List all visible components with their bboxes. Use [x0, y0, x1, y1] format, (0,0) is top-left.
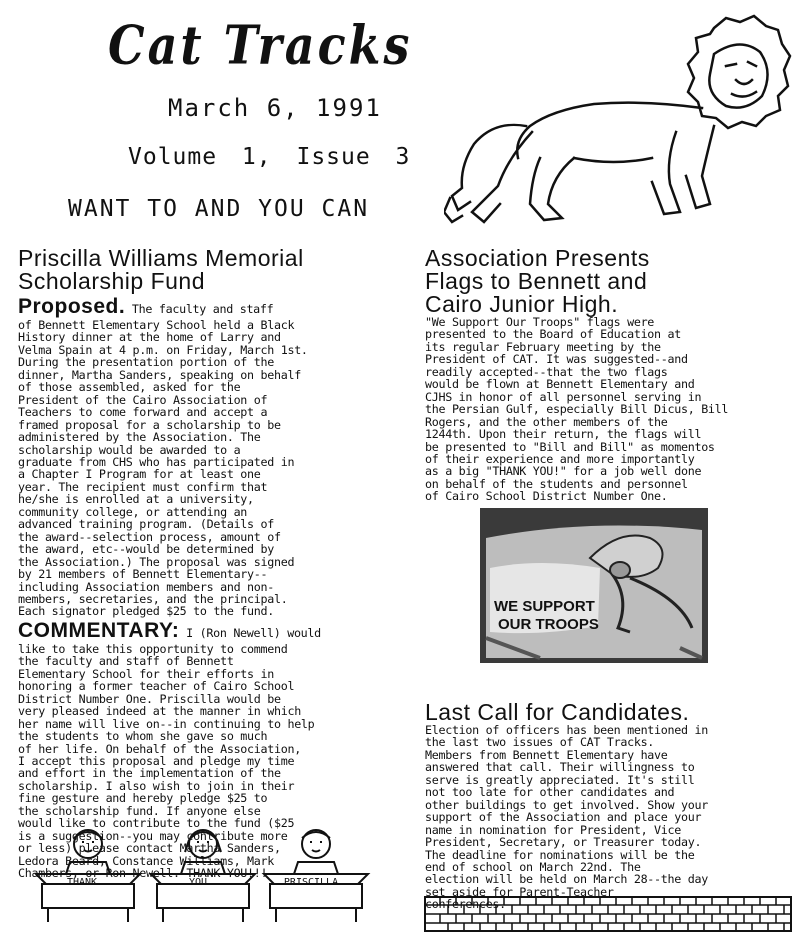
scholarship-lead: Proposed.: [18, 295, 126, 318]
brick-wall-border: [424, 896, 792, 932]
candidates-headline: Last Call for Candidates.: [425, 699, 690, 725]
left-column: [18, 247, 398, 879]
flags-headline-2: Flags to Bennett and: [425, 268, 648, 294]
desk-label-you: YOU: [188, 877, 208, 888]
scholarship-body: of Bennett Elementary School held a Black History dinner at the home of Larry and Velma Spain at 4 p.m. on Friday, March 1st. During the presentation portion of the dinner, Martha Sanders, speaking on behalf of those assembled, asked for the President of the Cairo Association of Teachers to come forward and accept a framed proposal for a scholarship to be administered by the Association. The scholarship would be awarded to a graduate from CHS who has participated in a Chapter I Program for at least one year. The recipient must confirm that he/she is enrolled at a university, community college, or attending an advanced training program. (Details of the award--selection process, amount of the award, etc--would be determined by the Association.) The proposal was signed by 21 members of Bennett Elementary-- including Association members and non- members, secretaries, and the principal. Each signator pledged $25 to the fund.: [18, 318, 308, 619]
troops-banner-photo: [480, 508, 708, 663]
scholarship-text-lead: The faculty and staff: [125, 302, 274, 316]
flags-headline-1: Association Presents: [425, 245, 650, 271]
kids-at-desks-illustration: [18, 826, 378, 926]
flags-body: "We Support Our Troops" flags were presented to the Board of Education at its regular February meeting by the President of CAT. It was suggested--and readily accepted--that the two flags would be flown at Bennett Elementary and CJHS in honor of all personnel serving in the Persian Gulf, especially Bill Dicus, Bill Rogers, and the other members of the 1244th. Upon their return, the flags will be presented to "Bill and Bill" as momentos of their experience and more importantly as a big "THANK YOU!" for a job well done on behalf of the students and personnel of Cairo School District Number One.: [425, 315, 729, 504]
desk-label-priscilla: PRISCILLA: [283, 877, 339, 888]
banner-text-2: OUR TROOPS: [498, 616, 599, 633]
scholarship-headline-2: Scholarship Fund: [18, 268, 205, 294]
desk-label-thank: THANK: [66, 877, 98, 888]
right-column: [425, 247, 795, 503]
lion-illustration: [444, 8, 794, 233]
commentary-text-lead: I (Ron Newell) would: [179, 625, 321, 640]
newsletter-title: Cat Tracks: [108, 14, 413, 77]
volume-issue: Volume 1, Issue 3: [128, 144, 411, 170]
banner-text-1: WE SUPPORT: [494, 598, 595, 615]
commentary-body: like to take this opportunity to commend the faculty and staff of Bennett Elementary School for their efforts in honoring a former teacher of Cairo School District Number One. Priscilla would be very pleased indeed at the manner in which her name will live on--in continuing to help the students to whom she gave so much of her life. On behalf of the Association, I accept this proposal and pledge my time and effort in the implementation of the scholarship. I also wish to join in their fine gesture and hereby pledge $25 to the scholarship fund. If anyone else would like to contribute to the fund ($25 is a suggestion--you may contribute more or less) please contact Martha Sanders, Ledora Beard, Constance Williams, Mark Chambers, or Ron Newell. THANK YOU!!!: [18, 641, 315, 881]
issue-date: March 6, 1991: [168, 94, 382, 122]
candidates-body: Election of officers has been mentioned in the last two issues of CAT Tracks. Members from Bennett Elementary have answered that call. Their willingness to serve is greatly appreciated. It's still not too late for other candidates and other buildings to get involved. Show your support of the Association and place your name in nomination for President, Vice President, Secretary, or Treasurer today. The deadline for nominations will be the end of school on March 22nd. The election will be held on March 28--the day set aside for Parent-Teacher conferences.: [425, 723, 708, 912]
scholarship-headline-1: Priscilla Williams Memorial: [18, 245, 304, 271]
commentary-lead: COMMENTARY:: [18, 618, 180, 642]
candidates-article: [425, 701, 797, 911]
motto: WANT TO AND YOU CAN: [68, 196, 370, 222]
flags-headline-3: Cairo Junior High.: [425, 291, 619, 317]
